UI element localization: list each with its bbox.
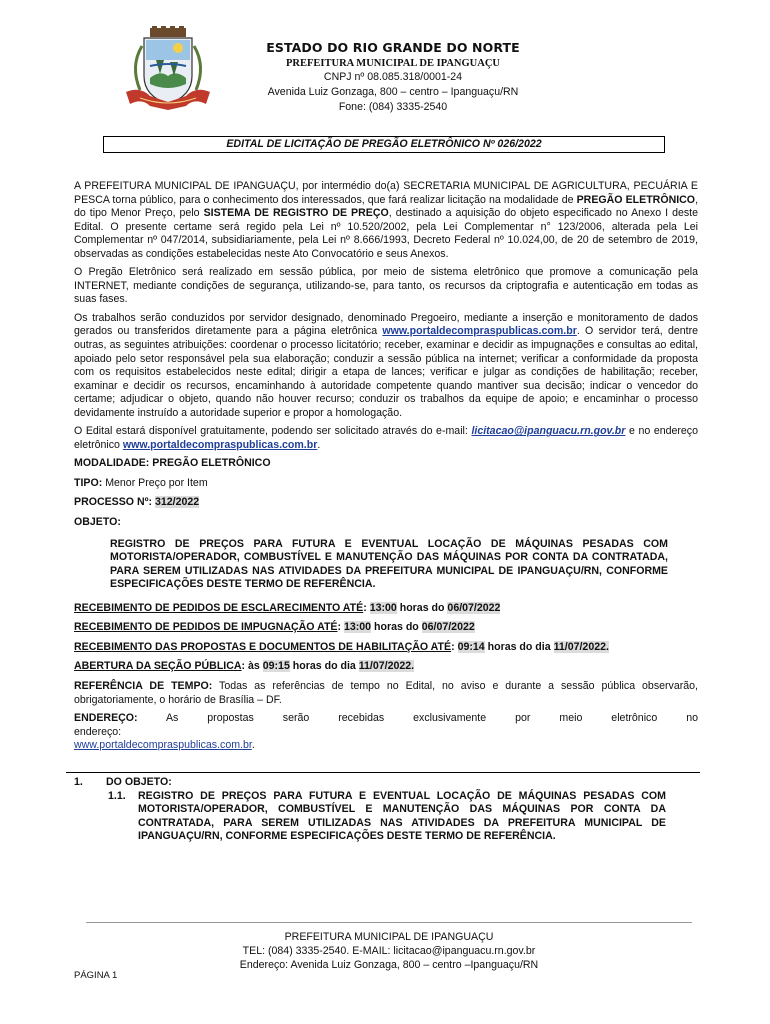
phone: Fone: (084) 3335-2540 — [338, 100, 448, 113]
referencia-tempo — [74, 680, 698, 707]
date-sep: : — [337, 621, 344, 634]
email-link[interactable]: licitacao@ipanguacu.rn.gov.br — [471, 425, 626, 438]
date-hora: 13:00 — [369, 601, 397, 614]
date-impugnacao — [74, 621, 698, 635]
page-footer — [86, 922, 692, 972]
intro-text-c: , do tipo Menor Preço, pelo — [74, 193, 699, 220]
date-label: RECEBIMENTO DE PEDIDOS DE IMPUGNAÇÃO ATÉ — [74, 621, 338, 634]
date-hora: 13:00 — [343, 621, 372, 634]
date-mid: horas do dia — [484, 640, 554, 653]
intro-bold-modalidade: PREGÃO ELETRÔNICO — [576, 193, 696, 206]
section-title: DO OBJETO: — [106, 776, 172, 788]
tipo-label: TIPO: — [74, 476, 103, 489]
pregoeiro-text-a: Os trabalhos serão conduzidos por servidor designado, denominado Pregoeiro, mediante a inserção e monitoramento de dados gerados ou transferidos diretamente para a página eletrônica — [74, 311, 698, 338]
date-sep: : — [363, 601, 370, 614]
footer-divider — [86, 922, 692, 923]
tipo-line — [74, 477, 698, 491]
date-data: 11/07/2022. — [358, 660, 415, 673]
subsection-text: REGISTRO DE PREÇOS PARA FUTURA E EVENTUAL LOCAÇÃO DE MÁQUINAS PESADAS COM MOTORISTA/OPERADOR, COMBUSTÍVEL E MANUTENÇÃO DAS MÁQUINAS POR CONTA DA CONTRATADA, PARA SEREM UTILIZADAS NAS ATIVIDADES DA PREFEITURA MUNICIPAL DE IPANGUAÇU/RN, CONFORME ESPECIFICAÇÕES DESTE TERMO DE REFERÊNCIA. — [138, 789, 666, 843]
portal-link-2[interactable]: www.portaldecompraspublicas.com.br — [122, 438, 318, 451]
processo-line — [74, 496, 698, 510]
tipo-value: Menor Preço por Item — [102, 476, 208, 489]
portal-link[interactable]: www.portaldecompraspublicas.com.br — [382, 325, 577, 338]
modalidade-line: MODALIDADE: PREGÃO ELETRÔNICO — [74, 457, 271, 470]
date-mid: horas do dia — [289, 660, 359, 673]
section-1 — [66, 772, 700, 844]
processo-value: 312/2022 — [154, 496, 200, 509]
endereco-label: ENDEREÇO: — [74, 712, 138, 725]
edital-availability-paragraph — [74, 425, 698, 452]
document-body — [74, 180, 698, 758]
page-number: PÁGINA 1 — [74, 970, 118, 981]
processo-label: PROCESSO Nº: — [74, 496, 155, 509]
portal-link-3[interactable]: www.portaldecompraspublicas.com.br — [74, 739, 252, 752]
section-title-row — [66, 776, 700, 790]
date-label: ABERTURA DA SEÇÃO PÚBLICA — [74, 660, 242, 673]
footer-prefeitura: PREFEITURA MUNICIPAL DE IPANGUAÇU — [284, 931, 494, 943]
availability-text-c: . — [317, 438, 321, 451]
date-sep: : — [451, 640, 458, 653]
intro-paragraph — [74, 180, 698, 261]
objeto-label: OBJETO: — [74, 516, 121, 529]
subsection-number: 1.1. — [108, 789, 126, 802]
prefeitura-name: PREFEITURA MUNICIPAL DE IPANGUAÇU — [286, 58, 500, 69]
date-esclarecimento — [74, 602, 698, 616]
intro-text-a: A PREFEITURA MUNICIPAL DE IPANGUAÇU, por intermédio do(a) SECRETARIA MUNICIPAL DE AGRICULTURA, PECUÁRIA E PESCA torna público, para o conhecimento dos interessados, que fará realizar licitação na modalidade de — [74, 180, 698, 206]
edital-title: EDITAL DE LICITAÇÃO DE PREGÃO ELETRÔNICO Nº 026/2022 — [103, 136, 665, 153]
availability-text-b: e no endereço eletrônico — [74, 425, 698, 451]
session-paragraph: O Pregão Eletrônico será realizado em sessão pública, por meio de sistema eletrônico que promove a comunicação pela INTERNET, mediante condições de segurança, utilizando-se, para tanto, os recursos da criptografia e autenticação em todas as suas fases. — [74, 266, 698, 306]
date-label: RECEBIMENTO DE PEDIDOS DE ESCLARECIMENTO ATÉ — [74, 601, 364, 614]
municipal-coat-of-arms — [120, 26, 216, 112]
intro-bold-sistema: SISTEMA DE REGISTRO DE PREÇO — [203, 207, 389, 220]
document-header — [120, 26, 680, 118]
pregoeiro-text-b: . O servidor terá, dentre outras, as seguintes atribuições: coordenar o processo licitatório; receber, examinar e decidir as impugnações e consultas ao edital, apoiado pelo setor responsável pela sua elaboração; conduzir a sessão pública na internet; verificar a conformidade da proposta com os requisitos estabelecidos neste edital; dirigir a etapa de lances; verificar e julgar as condições de habilitação; receber, examinar e decidir os recursos, encaminhando à autoridade competente quando mantiver sua decisão; indicar o vencedor do certame; adjudicar o objeto, quando não houver recurso; conduzir os trabalhos da equipe de apoio; e encaminhar o processo devidamente instruído a autoridade superior e propor a homologação. — [74, 325, 699, 419]
date-label: RECEBIMENTO DAS PROPOSTAS E DOCUMENTOS DE HABILITAÇÃO ATÉ — [74, 640, 452, 653]
date-data: 11/07/2022. — [553, 640, 609, 653]
date-data: 06/07/2022 — [421, 621, 475, 634]
section-number: 1. — [74, 776, 83, 788]
header-text-block — [228, 40, 558, 114]
address: Avenida Luiz Gonzaga, 800 – centro – Ipanguaçu/RN — [267, 85, 519, 98]
date-mid: horas do — [396, 601, 448, 614]
state-name: ESTADO DO RIO GRANDE DO NORTE — [266, 40, 520, 55]
objeto-text: REGISTRO DE PREÇOS PARA FUTURA E EVENTUAL LOCAÇÃO DE MÁQUINAS PESADAS COM MOTORISTA/OPERADOR, COMBUSTÍVEL E MANUTENÇÃO DAS MÁQUINAS POR CONTA DA CONTRATADA, PARA SEREM UTILIZADAS NAS ATIVIDADES DA PREFEITURA MUNICIPAL DE IPANGUAÇU/RN, CONFORME ESPECIFICAÇÕES DESTE TERMO DE REFERÊNCIA. — [110, 537, 668, 591]
date-hora: 09:15 — [262, 660, 290, 673]
footer-contact: TEL: (084) 3335-2540. E-MAIL: licitacao@ipanguacu.rn.gov.br — [242, 944, 536, 957]
pregoeiro-paragraph — [74, 312, 698, 420]
referencia-text: Todas as referências de tempo no Edital, no aviso e durante a sessão pública observarão, obrigatoriamente, o horário de Brasília – DF. — [74, 679, 698, 706]
cnpj: CNPJ nº 08.085.318/0001-24 — [323, 71, 463, 84]
referencia-label: REFERÊNCIA DE TEMPO: — [74, 679, 213, 692]
date-mid: horas do — [371, 621, 422, 634]
date-propostas — [74, 641, 698, 655]
date-abertura — [74, 660, 698, 674]
subsection-1-1 — [108, 790, 666, 844]
endereco-end: . — [251, 739, 255, 752]
intro-text-d: , destinado a aquisição do objeto especificado no Anexo I deste Edital. O presente certame será regido pela Lei nº 10.520/2002, pela Lei Complementar n° 123/2006, alterada pela Lei Complementar nº 047/2014, subsidiariamente, pela Lei nº 8.666/1993, Decreto Federal nº 10.024,00, de 20 de setembro de 2019, observadas as condições estabelecidas neste Ato Convocatório e seus Anexos. — [74, 207, 698, 260]
date-pre: : às — [241, 660, 263, 673]
date-data: 06/07/2022 — [447, 601, 501, 614]
date-hora: 09:14 — [457, 640, 485, 653]
endereco-paragraph — [74, 712, 698, 753]
footer-address: Endereço: Avenida Luiz Gonzaga, 800 – centro –Ipanguaçu/RN — [239, 958, 539, 971]
endereco-text: As propostas serão recebidas exclusivamente por meio eletrônico no endereço: — [74, 712, 698, 738]
section-divider — [66, 772, 700, 773]
availability-text-a: O Edital estará disponível gratuitamente, podendo ser solicitado através do e-mail: — [74, 425, 472, 438]
